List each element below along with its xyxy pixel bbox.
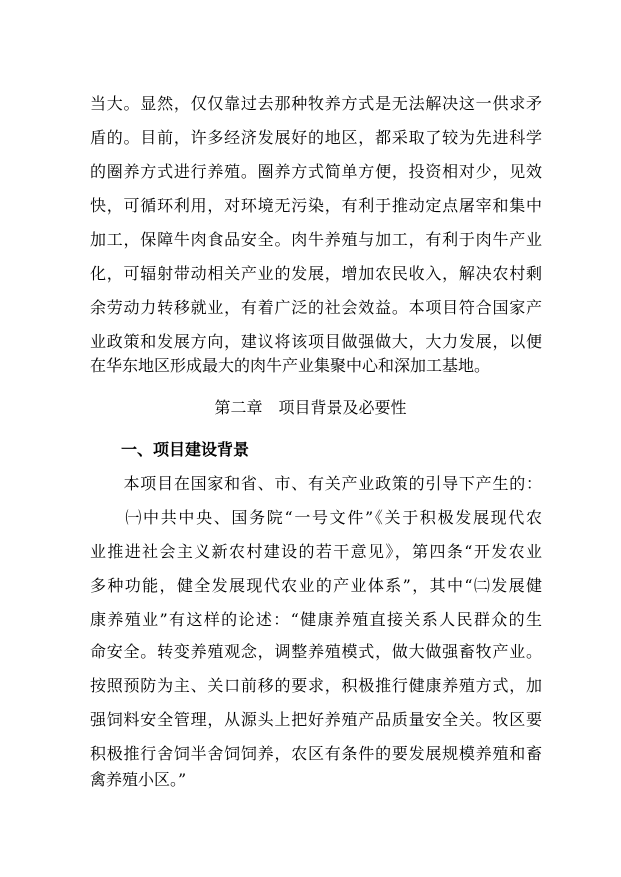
body-text-line: 加工，保障牛肉食品安全。肉牛养殖与加工，有利于肉牛产业 bbox=[90, 230, 542, 249]
body-text-line: 在华东地区形成最大的肉牛产业集聚中心和深加工基地。 bbox=[90, 356, 491, 375]
body-text-line: 盾的。目前，许多经济发展好的地区，都采取了较为先进科学 bbox=[90, 128, 542, 147]
body-text-line: 余劳动力转移就业，有着广泛的社会效益。本项目符合国家产 bbox=[90, 298, 542, 317]
body-text-line: ㈠中共中央、国务院“一号文件”《关于积极发展现代农 bbox=[90, 508, 542, 527]
body-text-line: 业政策和发展方向，建议将该项目做强做大，大力发展，以便 bbox=[90, 332, 542, 351]
body-text-line: 多种功能，健全发展现代农业的产业体系”，其中“㈡发展健 bbox=[90, 576, 542, 595]
body-text-line: 化，可辐射带动相关产业的发展，增加农民收入，解决农村剩 bbox=[90, 264, 542, 283]
body-text-line: 的圈养方式进行养殖。圈养方式简单方便，投资相对少，见效 bbox=[90, 162, 542, 181]
body-text-line: 本项目在国家和省、市、有关产业政策的引导下产生的： bbox=[90, 474, 542, 493]
chapter-title: 第二章 项目背景及必要性 bbox=[214, 398, 407, 417]
body-text-line: 当大。显然，仅仅靠过去那种牧养方式是无法解决这一供求矛 bbox=[90, 94, 542, 113]
body-text-line: 强饲料安全管理，从源头上把好养殖产品质量安全关。牧区要 bbox=[90, 710, 542, 729]
body-text-line: 按照预防为主、关口前移的要求，积极推行健康养殖方式，加 bbox=[90, 676, 542, 695]
body-text-line: 业推进社会主义新农村建设的若干意见》，第四条“开发农业 bbox=[90, 542, 542, 561]
body-text-line: 快，可循环利用，对环境无污染，有利于推动定点屠宰和集中 bbox=[90, 196, 542, 215]
body-text-line: 康养殖业”有这样的论述：“健康养殖直接关系人民群众的生 bbox=[90, 610, 542, 629]
body-text-line: 积极推行舍饲半舍饲饲养，农区有条件的要发展规模养殖和畜 bbox=[90, 744, 542, 763]
body-text-line: 命安全。转变养殖观念，调整养殖模式，做大做强畜牧产业。 bbox=[90, 642, 542, 661]
body-text-line: 禽养殖小区。” bbox=[90, 770, 187, 789]
section-title: 一、项目建设背景 bbox=[121, 440, 250, 459]
